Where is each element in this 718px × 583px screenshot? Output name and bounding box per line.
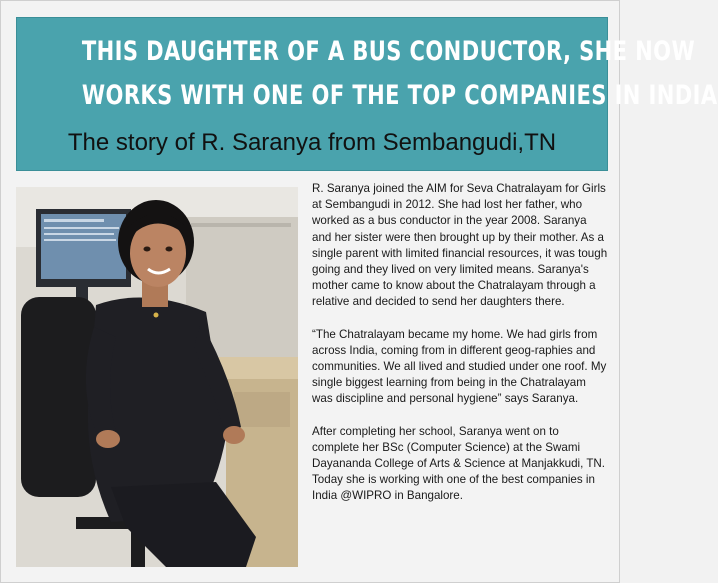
headline-line-2: WORKS WITH ONE OF THE TOP COMPANIES IN INDIA [81, 80, 718, 111]
subtitle: The story of R. Saranya from Sembangudi,TN [67, 129, 557, 156]
article-body [312, 181, 608, 521]
woman-portrait-photo [16, 187, 298, 567]
article-paragraph-1: R. Saranya joined the AIM for Seva Chatralayam for Girls at Sembangudi in 2012. She had lost her father, who worked as a bus conductor in the year 2008. Saranya and her sister were then brought up by their mother. As a single parent with limited financial resources, it was tough going and they lived on very limited means. Saranya's mother came to know about the Chatralayam through a relative and decided to send her daughters there. [312, 182, 608, 309]
article-paragraph-3: After completing her school, Saranya went on to complete her BSc (Computer Science) at the Swami Dayananda College of Arts & Science at Manjakkudi, TN. Today she is working with one of the best companies in India @WIPRO in Bangalore. [312, 424, 606, 503]
headline-banner [16, 17, 718, 171]
headline-line-1: THIS DAUGHTER OF A BUS CONDUCTOR, SHE NOW [81, 36, 696, 67]
article-paragraph-2: “The Chatralayam became my home. We had girls from across India, coming from in different geog-raphies and communities. We all lived and studied under one roof. My single biggest learning from being in the Chatralayam was discipline and personal hygiene” says Saranya. [312, 327, 607, 406]
